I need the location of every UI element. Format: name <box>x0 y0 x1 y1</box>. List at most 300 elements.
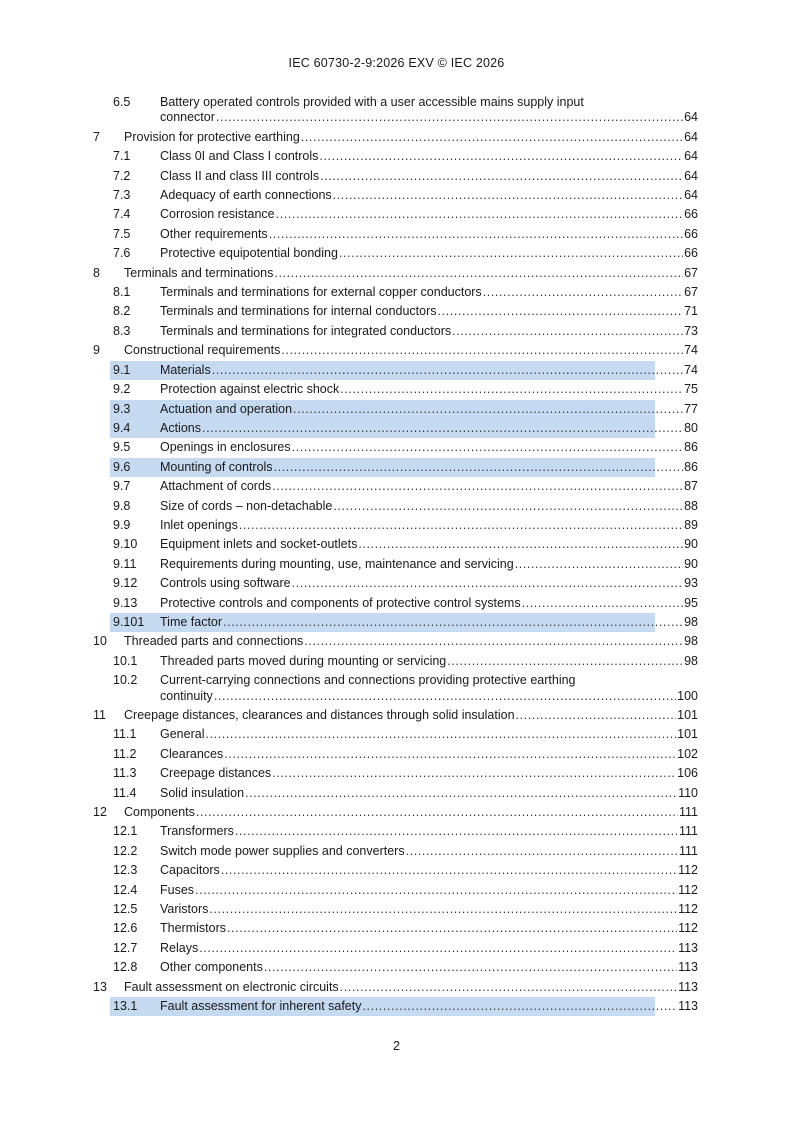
toc-entry-title-wrap <box>160 419 793 438</box>
toc-entry-number: 9.5 <box>113 440 131 455</box>
dot-leader <box>281 341 683 360</box>
toc-entry[interactable] <box>0 380 793 399</box>
toc-entry-title: Switch mode power supplies and converters <box>160 843 405 858</box>
toc-entry-title-wrap <box>160 881 793 900</box>
dot-leader <box>340 978 677 997</box>
toc-entry-page: 67 <box>684 285 698 300</box>
dot-leader <box>216 110 683 125</box>
toc-entry-number: 12.1 <box>113 824 138 839</box>
dot-leader <box>221 861 677 880</box>
toc-entry[interactable] <box>0 939 793 958</box>
dot-leader <box>438 302 684 321</box>
toc-entry[interactable] <box>0 477 793 496</box>
toc-entry-line <box>160 497 698 516</box>
toc-entry-title-wrap <box>160 458 793 477</box>
toc-entry-number: 10.2 <box>113 673 138 688</box>
toc-entry-line <box>160 516 698 535</box>
toc-entry-number: 9.1 <box>113 362 131 377</box>
toc-entry-number: 11.2 <box>113 746 137 761</box>
toc-entry[interactable] <box>0 516 793 535</box>
toc-entry-title: Terminals and terminations for external copper conductors <box>160 285 482 300</box>
toc-entry-number: 11.3 <box>113 766 137 781</box>
toc-entry-number: 13 <box>93 979 107 994</box>
dot-leader <box>319 147 683 166</box>
toc-entry-line <box>124 341 698 360</box>
toc-entry-page: 73 <box>684 323 698 338</box>
toc-entry-title-wrap <box>160 167 793 186</box>
toc-entry-number: 12.4 <box>113 882 138 897</box>
toc-entry-title-wrap <box>160 244 793 263</box>
toc-entry[interactable] <box>0 400 793 419</box>
dot-leader <box>333 497 683 516</box>
page-number: 2 <box>393 1039 400 1053</box>
toc-entry-number: 11 <box>93 708 106 722</box>
dot-leader <box>292 438 683 457</box>
toc-entry-title-wrap <box>160 822 793 841</box>
dot-leader <box>362 997 677 1016</box>
toc-entry-page: 71 <box>684 304 698 319</box>
toc-entry-title: Actions <box>160 420 201 435</box>
toc-entry-title: Threaded parts moved during mounting or servicing <box>160 653 447 668</box>
toc-entry-number: 9.7 <box>113 479 131 494</box>
toc-entry-page: 74 <box>684 362 698 377</box>
toc-entry[interactable] <box>0 958 793 977</box>
toc-entry-line <box>160 594 698 613</box>
toc-entry[interactable] <box>0 167 793 186</box>
toc-entry-title: Class II and class III controls <box>160 168 320 183</box>
dot-leader <box>515 555 683 574</box>
toc-entry-number: 12.8 <box>113 960 138 975</box>
dot-leader <box>516 706 677 725</box>
toc-entry-title-wrap <box>124 632 793 651</box>
toc-entry-page: 89 <box>684 517 698 532</box>
toc-entry-number: 7.3 <box>113 188 131 203</box>
toc-entry-page: 95 <box>684 595 698 610</box>
toc-entry-line <box>160 380 698 399</box>
dot-leader <box>264 958 677 977</box>
toc-entry-number: 12.3 <box>113 863 138 878</box>
toc-entry-number: 9.8 <box>113 498 131 513</box>
toc-entry-line <box>160 919 698 938</box>
toc-entry-title: Terminals and terminations <box>124 265 274 280</box>
toc-entry-title-wrap <box>160 594 793 613</box>
toc-entry-line <box>160 167 698 186</box>
toc-entry-page: 98 <box>684 653 698 668</box>
toc-entry-page: 102 <box>677 746 698 761</box>
toc-entry-title-wrap <box>160 302 793 321</box>
toc-entry-page: 86 <box>684 459 698 474</box>
toc-entry-title: Clearances <box>160 746 224 761</box>
toc-entry-line <box>160 438 698 457</box>
toc-entry[interactable] <box>0 438 793 457</box>
toc-entry-line <box>160 764 698 783</box>
toc-entry-title-wrap <box>160 147 793 166</box>
toc-entry-number: 10 <box>93 634 107 649</box>
toc-entry-title: Fault assessment for inherent safety <box>160 999 362 1014</box>
toc-entry-line <box>124 803 698 822</box>
toc-entry[interactable] <box>0 361 793 380</box>
toc-entry[interactable] <box>0 205 793 224</box>
toc-entry[interactable] <box>0 652 793 671</box>
toc-entry-title: Varistors <box>160 902 209 917</box>
toc-entry-line <box>160 784 698 803</box>
toc-entry-page: 66 <box>684 246 698 261</box>
toc-entry[interactable] <box>0 535 793 554</box>
toc-entry-title: Protection against electric shock <box>160 382 340 397</box>
toc-entry-title: Threaded parts and connections <box>124 634 304 649</box>
toc-entry-title-wrap <box>160 764 793 783</box>
toc-entry-number: 12.7 <box>113 940 138 955</box>
dot-leader <box>227 919 677 938</box>
toc-entry-page: 111 <box>678 805 698 820</box>
toc-entry[interactable] <box>0 997 793 1016</box>
toc-entry-title-line1: Battery operated controls provided with a user accessible mains supply input <box>160 95 584 109</box>
toc-entry-line <box>160 861 698 880</box>
toc-entry[interactable] <box>0 128 793 147</box>
toc-entry-number: 7.2 <box>113 168 131 183</box>
toc-entry-line <box>124 264 698 283</box>
toc-entry-title-wrap <box>160 900 793 919</box>
toc-entry-title-wrap <box>160 842 793 861</box>
toc-entry-page: 111 <box>678 843 698 858</box>
toc-entry-number: 8.2 <box>113 304 131 319</box>
toc-entry-title: Relays <box>160 940 199 955</box>
toc-entry-number: 8.1 <box>113 285 131 300</box>
toc-entry-page: 113 <box>678 979 698 994</box>
toc-entry-number: 9.101 <box>113 614 145 629</box>
toc-entry-page: 80 <box>684 420 698 435</box>
toc-entry-page: 66 <box>684 226 698 241</box>
toc-entry-title: connector <box>160 110 215 125</box>
toc-entry-title-wrap <box>160 574 793 593</box>
toc-entry-title: Constructional requirements <box>124 343 281 358</box>
toc-entry-line <box>160 283 698 302</box>
toc-entry[interactable] <box>0 822 793 841</box>
dot-leader <box>406 842 678 861</box>
toc-entry-number: 12.2 <box>113 843 138 858</box>
toc-entry-page: 90 <box>684 537 698 552</box>
toc-entry-title: Other components <box>160 960 263 975</box>
dot-leader <box>274 264 683 283</box>
toc-entry-title: Thermistors <box>160 921 226 936</box>
dot-leader <box>292 574 683 593</box>
toc-entry-number: 12.5 <box>113 902 138 917</box>
toc-entry-number: 6.5 <box>113 95 131 109</box>
toc-entry-number: 11.4 <box>113 785 137 800</box>
toc-entry-title: Actuation and operation <box>160 401 293 416</box>
toc-entry-line <box>160 322 698 341</box>
toc-entry-title-wrap <box>124 264 793 283</box>
toc-entry-line <box>160 244 698 263</box>
toc-entry[interactable] <box>0 803 793 822</box>
toc-entry[interactable] <box>0 186 793 205</box>
toc-entry-page: 64 <box>684 188 698 203</box>
toc-entry[interactable] <box>0 93 793 128</box>
toc-entry-number: 10.1 <box>113 653 138 668</box>
toc-entry-number: 9.3 <box>113 401 131 416</box>
toc-entry-title-wrap <box>160 380 793 399</box>
toc-entry-number: 9.4 <box>113 420 131 435</box>
dot-leader <box>301 128 683 147</box>
toc-entry-title-wrap <box>160 225 793 244</box>
dot-leader <box>245 784 677 803</box>
dot-leader <box>239 516 683 535</box>
toc-entry-line <box>160 939 698 958</box>
toc-entry[interactable] <box>0 555 793 574</box>
dot-leader <box>522 594 684 613</box>
toc-entry-title: Fuses <box>160 882 195 897</box>
toc-entry-number: 9.13 <box>113 595 138 610</box>
toc-entry[interactable] <box>0 322 793 341</box>
toc-entry-line <box>160 400 698 419</box>
dot-leader <box>293 400 683 419</box>
toc-entry-title: Materials <box>160 362 211 377</box>
toc-entry-line <box>160 361 698 380</box>
dot-leader <box>339 244 683 263</box>
toc-entry[interactable] <box>0 283 793 302</box>
toc-entry[interactable] <box>0 764 793 783</box>
toc-entry-page: 86 <box>684 440 698 455</box>
table-of-contents <box>0 93 793 1017</box>
dot-leader <box>447 652 683 671</box>
dot-leader <box>340 380 683 399</box>
toc-entry[interactable] <box>0 244 793 263</box>
toc-entry-title: Creepage distances <box>160 766 272 781</box>
toc-entry-number: 7.4 <box>113 207 131 222</box>
toc-entry-page: 64 <box>684 168 698 183</box>
toc-entry[interactable] <box>0 706 793 725</box>
toc-entry-title-wrap <box>160 205 793 224</box>
toc-entry-number: 7.5 <box>113 226 131 241</box>
dot-leader <box>274 458 684 477</box>
toc-entry-line <box>160 725 698 744</box>
toc-entry-line <box>160 958 698 977</box>
toc-entry-number: 13.1 <box>113 999 138 1014</box>
toc-entry-title-wrap <box>160 652 793 671</box>
toc-entry[interactable] <box>0 881 793 900</box>
toc-entry-line <box>124 978 698 997</box>
toc-entry-title: Transformers <box>160 824 234 839</box>
toc-entry-line <box>160 574 698 593</box>
toc-entry-title: Other requirements <box>160 226 268 241</box>
dot-leader <box>320 167 683 186</box>
toc-entry-line <box>160 535 698 554</box>
toc-entry-line <box>160 822 698 841</box>
toc-entry-title-wrap <box>160 95 793 126</box>
toc-entry-page: 113 <box>678 960 698 975</box>
toc-entry-title-wrap <box>160 186 793 205</box>
toc-entry-title-wrap <box>160 958 793 977</box>
page-header: IEC 60730-2-9:2026 EXV © IEC 2026 <box>288 56 505 70</box>
toc-entry-title-wrap <box>160 861 793 880</box>
toc-entry-page: 111 <box>678 824 698 839</box>
toc-entry-title-wrap <box>160 745 793 764</box>
toc-entry-title: Protective controls and components of protective control systems <box>160 595 521 610</box>
toc-entry-page: 100 <box>677 688 698 703</box>
toc-entry-title-wrap <box>160 535 793 554</box>
toc-entry[interactable] <box>0 745 793 764</box>
toc-entry-page: 98 <box>684 634 698 649</box>
toc-entry-number: 9.10 <box>113 537 138 552</box>
toc-entry-line <box>160 225 698 244</box>
toc-entry-title: Time factor <box>160 614 223 629</box>
toc-entry-line <box>160 842 698 861</box>
toc-entry-title-wrap <box>124 128 793 147</box>
toc-entry-line <box>160 147 698 166</box>
toc-entry-line <box>160 186 698 205</box>
toc-entry-line <box>160 689 698 704</box>
toc-entry-number: 9.2 <box>113 382 131 397</box>
toc-entry-number: 7.1 <box>113 149 131 164</box>
toc-entry[interactable] <box>0 725 793 744</box>
dot-leader <box>452 322 683 341</box>
toc-entry[interactable] <box>0 919 793 938</box>
toc-entry-page: 75 <box>684 382 698 397</box>
toc-entry-line <box>160 745 698 764</box>
toc-entry-title-wrap <box>160 438 793 457</box>
toc-entry-page: 106 <box>677 766 698 781</box>
toc-entry-title-wrap <box>160 322 793 341</box>
toc-entry[interactable] <box>0 341 793 360</box>
toc-entry-page: 113 <box>678 940 698 955</box>
toc-entry[interactable] <box>0 978 793 997</box>
toc-entry[interactable] <box>0 671 793 706</box>
toc-entry-title: Corrosion resistance <box>160 207 275 222</box>
toc-entry-number: 9.9 <box>113 517 131 532</box>
dot-leader <box>196 803 678 822</box>
toc-entry-page: 101 <box>677 708 698 722</box>
toc-entry-title: Size of cords – non-detachable <box>160 498 333 513</box>
toc-entry-title-wrap <box>124 706 793 725</box>
toc-entry-page: 101 <box>677 727 698 742</box>
toc-entry-title: continuity <box>160 688 213 703</box>
toc-entry-title: Adequacy of earth connections <box>160 188 332 203</box>
toc-entry[interactable] <box>0 574 793 593</box>
dot-leader <box>205 725 676 744</box>
toc-entry-number: 9 <box>93 343 100 358</box>
toc-entry[interactable] <box>0 419 793 438</box>
toc-entry-page: 113 <box>678 999 698 1014</box>
toc-entry-page: 98 <box>684 614 698 629</box>
toc-entry-title-wrap <box>160 400 793 419</box>
toc-entry-page: 93 <box>684 576 698 591</box>
toc-entry-page: 112 <box>678 921 698 936</box>
toc-entry[interactable] <box>0 632 793 651</box>
toc-entry-title-wrap <box>160 725 793 744</box>
toc-entry-number: 7.6 <box>113 246 131 261</box>
toc-entry-title: Class 0I and Class I controls <box>160 149 319 164</box>
toc-entry-number: 7 <box>93 129 100 144</box>
dot-leader <box>209 900 677 919</box>
toc-entry-page: 110 <box>678 785 698 800</box>
toc-entry-line <box>124 632 698 651</box>
toc-entry-title: Attachment of cords <box>160 479 272 494</box>
toc-entry-title: Creepage distances, clearances and distances through solid insulation <box>124 708 515 722</box>
toc-entry[interactable] <box>0 458 793 477</box>
toc-entry-line <box>124 128 698 147</box>
toc-entry-title-wrap <box>124 978 793 997</box>
dot-leader <box>199 939 677 958</box>
toc-entry-line <box>160 458 698 477</box>
toc-entry-line <box>160 205 698 224</box>
toc-entry-line <box>160 110 698 125</box>
toc-entry-title-wrap <box>160 919 793 938</box>
toc-entry-title: Capacitors <box>160 863 220 878</box>
dot-leader <box>276 205 683 224</box>
toc-entry-page: 77 <box>684 401 698 416</box>
toc-entry-page: 87 <box>684 479 698 494</box>
toc-entry-number: 12 <box>93 805 107 820</box>
toc-entry[interactable] <box>0 497 793 516</box>
toc-entry-title-wrap <box>160 497 793 516</box>
toc-entry[interactable] <box>0 613 793 632</box>
dot-leader <box>214 689 676 704</box>
toc-entry-line <box>160 997 698 1016</box>
toc-entry-title: Inlet openings <box>160 517 238 532</box>
toc-entry-number: 12.6 <box>113 921 138 936</box>
toc-entry-title-wrap <box>160 673 793 704</box>
toc-entry[interactable] <box>0 225 793 244</box>
toc-entry-page: 90 <box>684 556 698 571</box>
toc-entry[interactable] <box>0 147 793 166</box>
toc-entry[interactable] <box>0 842 793 861</box>
dot-leader <box>224 745 676 764</box>
toc-entry[interactable] <box>0 900 793 919</box>
toc-entry-line <box>160 555 698 574</box>
toc-entry-title-wrap <box>160 613 793 632</box>
toc-entry-page: 66 <box>684 207 698 222</box>
dot-leader <box>202 419 683 438</box>
toc-entry[interactable] <box>0 264 793 283</box>
toc-entry-title-wrap <box>160 477 793 496</box>
toc-entry-line <box>160 900 698 919</box>
dot-leader <box>483 283 683 302</box>
toc-entry-title: Requirements during mounting, use, maintenance and servicing <box>160 556 514 571</box>
toc-entry-page: 112 <box>678 882 698 897</box>
dot-leader <box>235 822 678 841</box>
toc-entry[interactable] <box>0 302 793 321</box>
toc-entry-page: 64 <box>684 129 698 144</box>
toc-entry-page: 112 <box>678 863 698 878</box>
toc-entry-title: Equipment inlets and socket-outlets <box>160 537 358 552</box>
toc-entry-line <box>160 477 698 496</box>
toc-entry-title: Controls using software <box>160 576 291 591</box>
dot-leader <box>272 764 676 783</box>
toc-entry-title: Terminals and terminations for integrated conductors <box>160 323 452 338</box>
toc-entry-page: 112 <box>678 902 698 917</box>
toc-entry-title-wrap <box>160 997 793 1016</box>
toc-entry-title: Terminals and terminations for internal conductors <box>160 304 437 319</box>
toc-entry-title: Protective equipotential bonding <box>160 246 338 261</box>
toc-entry[interactable] <box>0 784 793 803</box>
toc-entry-line <box>160 613 698 632</box>
toc-entry-title: Provision for protective earthing <box>124 129 300 144</box>
toc-entry-page: 64 <box>684 110 698 125</box>
toc-entry-title: Fault assessment on electronic circuits <box>124 979 339 994</box>
toc-entry[interactable] <box>0 861 793 880</box>
toc-entry-number: 8.3 <box>113 323 131 338</box>
toc-entry-title-line1: Current-carrying connections and connections providing protective earthing <box>160 673 576 688</box>
toc-entry-title: Openings in enclosures <box>160 440 291 455</box>
toc-entry-page: 67 <box>684 265 698 280</box>
toc-entry[interactable] <box>0 594 793 613</box>
toc-entry-number: 9.11 <box>113 556 137 571</box>
toc-entry-title-wrap <box>124 341 793 360</box>
toc-entry-title: Components <box>124 805 195 820</box>
toc-entry-line <box>160 652 698 671</box>
toc-entry-number: 8 <box>93 265 100 280</box>
dot-leader <box>223 613 683 632</box>
